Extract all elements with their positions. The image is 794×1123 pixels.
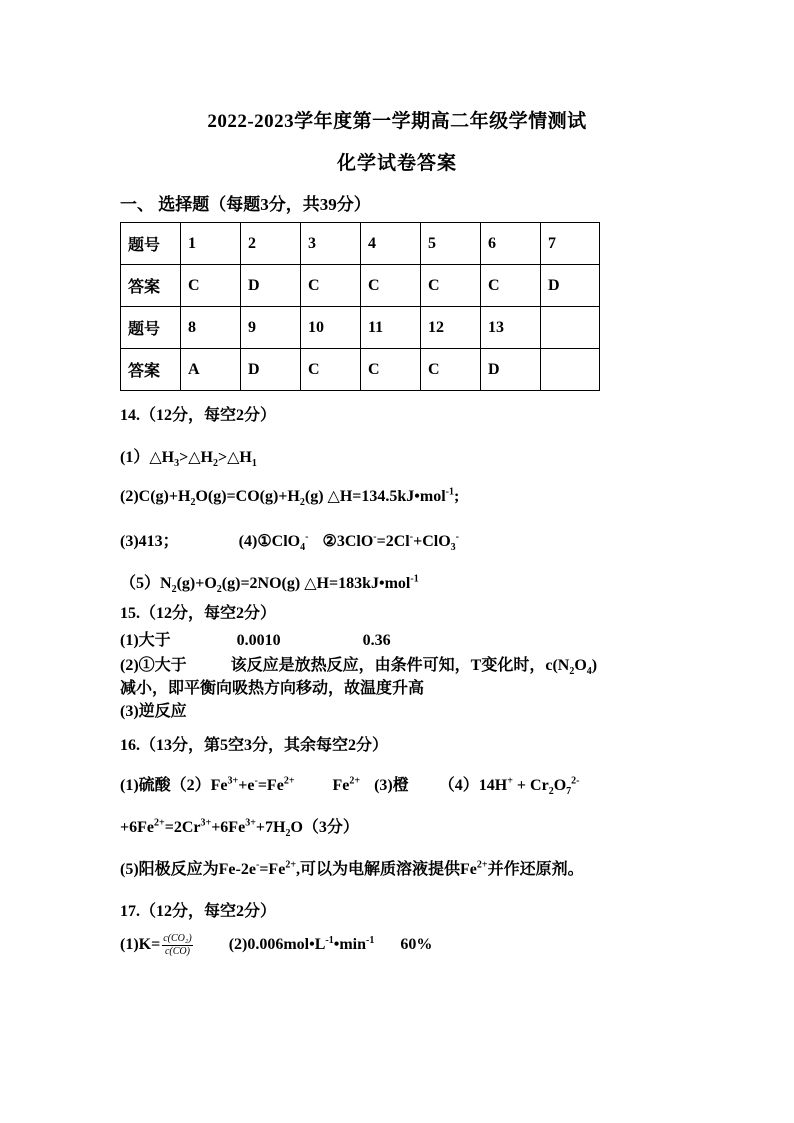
text: +6Fe	[211, 819, 246, 836]
subscript: 1	[251, 458, 257, 470]
superscript: +	[507, 775, 513, 787]
superscript: 3+	[200, 817, 212, 829]
text: (3)橙	[374, 777, 409, 794]
text: ,可以为电解质溶液提供Fe	[296, 861, 477, 878]
text: 0.36	[362, 632, 391, 649]
fraction-denominator: c(CO)	[164, 946, 190, 957]
table-cell: 5	[421, 223, 481, 265]
table-cell: 8	[181, 307, 241, 349]
table-cell: 13	[481, 307, 541, 349]
subscript: 2	[548, 786, 554, 798]
text: （5）N	[120, 575, 172, 592]
superscript: -1	[366, 934, 375, 946]
equilibrium-constant-fraction	[162, 933, 192, 958]
table-cell: 6	[481, 223, 541, 265]
q16-answer-1-4	[120, 772, 580, 798]
text: △H	[149, 449, 175, 466]
subscript: 4	[586, 666, 592, 678]
text: + Cr	[512, 777, 549, 794]
q14-answer-5	[120, 570, 419, 596]
superscript: -	[373, 531, 377, 543]
text: 0.0010	[236, 632, 281, 649]
text: O（3分）	[290, 819, 359, 836]
superscript: 3+	[245, 817, 256, 829]
superscript: 2+	[349, 775, 361, 787]
table-cell: D	[241, 265, 301, 307]
table-cell: 10	[301, 307, 361, 349]
text: +ClO	[413, 533, 451, 550]
text: +6Fe	[120, 819, 154, 836]
superscript: -	[455, 531, 459, 543]
subscript: 2	[299, 497, 305, 509]
table-cell: 2	[241, 223, 301, 265]
table-cell	[541, 307, 600, 349]
text: )	[591, 657, 598, 674]
text: (2)C(g)+H	[120, 488, 191, 505]
table-cell	[541, 349, 600, 391]
table-cell: D	[481, 349, 541, 391]
text: Fe	[332, 777, 350, 794]
table-row	[121, 265, 600, 307]
superscript: -	[409, 531, 414, 543]
table-row	[121, 307, 600, 349]
table-cell: 11	[361, 307, 421, 349]
text: ②3ClO	[322, 533, 374, 550]
text: (g)=2NO(g) △H=183kJ•mol	[221, 575, 411, 592]
superscript: 3+	[227, 775, 239, 787]
table-cell: 答案	[121, 265, 181, 307]
answer-table	[120, 222, 600, 391]
superscript: 2+	[283, 775, 295, 787]
text: =2Cl	[376, 533, 410, 550]
text: =Fe	[257, 777, 284, 794]
text: (2)0.006mol•L	[228, 936, 326, 954]
text: >△H	[179, 449, 213, 466]
subscript: 3	[450, 542, 456, 554]
text: (4)①ClO	[238, 533, 301, 550]
subscript: 2	[285, 828, 291, 840]
superscript: -	[254, 775, 258, 787]
text: +7H	[255, 819, 286, 836]
subscript: 2	[171, 584, 177, 596]
table-cell: 题号	[121, 307, 181, 349]
text: =2Cr	[164, 819, 201, 836]
table-cell: A	[181, 349, 241, 391]
table-cell: 答案	[121, 349, 181, 391]
q16-header: 16.（13分，第5空3分，其余每空2分）	[120, 737, 389, 754]
text: (g)+O	[176, 575, 217, 592]
table-cell: C	[181, 265, 241, 307]
superscript: 2-	[571, 775, 580, 787]
table-cell: C	[421, 265, 481, 307]
superscript: -1	[410, 573, 419, 585]
q17-answers	[120, 933, 432, 958]
superscript: 2+	[476, 859, 488, 871]
superscript: -1	[445, 486, 455, 498]
text: (g) △H=134.5kJ•mol	[304, 488, 446, 505]
answer-label: (1）	[120, 449, 150, 466]
q14-answer-1	[120, 444, 257, 470]
table-cell: 题号	[121, 223, 181, 265]
superscript: -1	[325, 934, 334, 946]
q14-header: 14.（12分，每空2分）	[120, 407, 277, 424]
table-cell: 12	[421, 307, 481, 349]
text: O	[553, 777, 567, 794]
superscript: 2+	[285, 859, 297, 871]
table-cell: D	[241, 349, 301, 391]
text: =Fe	[259, 861, 286, 878]
superscript: -	[305, 531, 309, 543]
text: O(g)=CO(g)+H	[195, 488, 300, 505]
table-cell: 7	[541, 223, 600, 265]
table-cell: C	[481, 265, 541, 307]
text: (1)硫酸（2）Fe	[120, 777, 228, 794]
text: >△H	[217, 449, 252, 466]
subscript: 4	[300, 542, 306, 554]
table-cell: C	[361, 349, 421, 391]
text: (3)413；	[120, 533, 179, 550]
text: (1)大于	[120, 632, 171, 649]
text: (5)阳极反应为Fe-2e	[120, 861, 256, 878]
table-cell: C	[301, 265, 361, 307]
q14-answer-2	[120, 486, 460, 509]
text: (1)K=	[120, 936, 161, 954]
table-cell: C	[361, 265, 421, 307]
superscript: 2+	[154, 817, 165, 829]
q14-answer-3-4	[120, 528, 459, 554]
text: (2)①大于	[120, 657, 187, 674]
exam-title: 2022-2023学年度第一学期高二年级学情测试	[207, 111, 587, 132]
text: 60%	[400, 936, 433, 954]
q17-header: 17.（12分，每空2分）	[120, 903, 277, 920]
subscript: 3	[174, 458, 180, 470]
q15-answer-1	[120, 627, 391, 650]
superscript: -	[255, 859, 260, 871]
table-row	[121, 349, 600, 391]
q16-answer-5	[120, 856, 584, 879]
table-row	[121, 223, 600, 265]
subscript: 2	[190, 497, 196, 509]
table-cell: 4	[361, 223, 421, 265]
table-cell: 9	[241, 307, 301, 349]
text: O	[574, 657, 587, 674]
text: 并作还原剂。	[487, 861, 584, 878]
text: •min	[333, 936, 367, 954]
table-cell: C	[301, 349, 361, 391]
q15-answer-2	[120, 652, 598, 678]
text: ;	[454, 488, 460, 505]
q15-answer-2-cont: 减小，即平衡向吸热方向移动，故温度升高	[120, 680, 425, 697]
subscript: 2	[569, 666, 575, 678]
fraction-numerator: c(CO₂)	[163, 933, 192, 944]
q16-answer-4-cont	[120, 814, 359, 840]
q15-header: 15.（12分，每空2分）	[120, 605, 277, 622]
table-cell: 1	[181, 223, 241, 265]
text: （4）14H	[438, 777, 508, 794]
table-cell: D	[541, 265, 600, 307]
subscript: 7	[566, 786, 572, 798]
exam-subtitle: 化学试卷答案	[336, 153, 457, 174]
section-choice-heading: 一、 选择题（每题3分，共39分）	[120, 195, 371, 214]
text: 该反应是放热反应，由条件可知，T变化时，c(N	[230, 657, 570, 674]
table-cell: 3	[301, 223, 361, 265]
q15-answer-3: (3)逆反应	[120, 703, 187, 720]
subscript: 2	[216, 584, 222, 596]
table-cell: C	[421, 349, 481, 391]
text: +e	[238, 777, 255, 794]
subscript: 2	[212, 458, 218, 470]
